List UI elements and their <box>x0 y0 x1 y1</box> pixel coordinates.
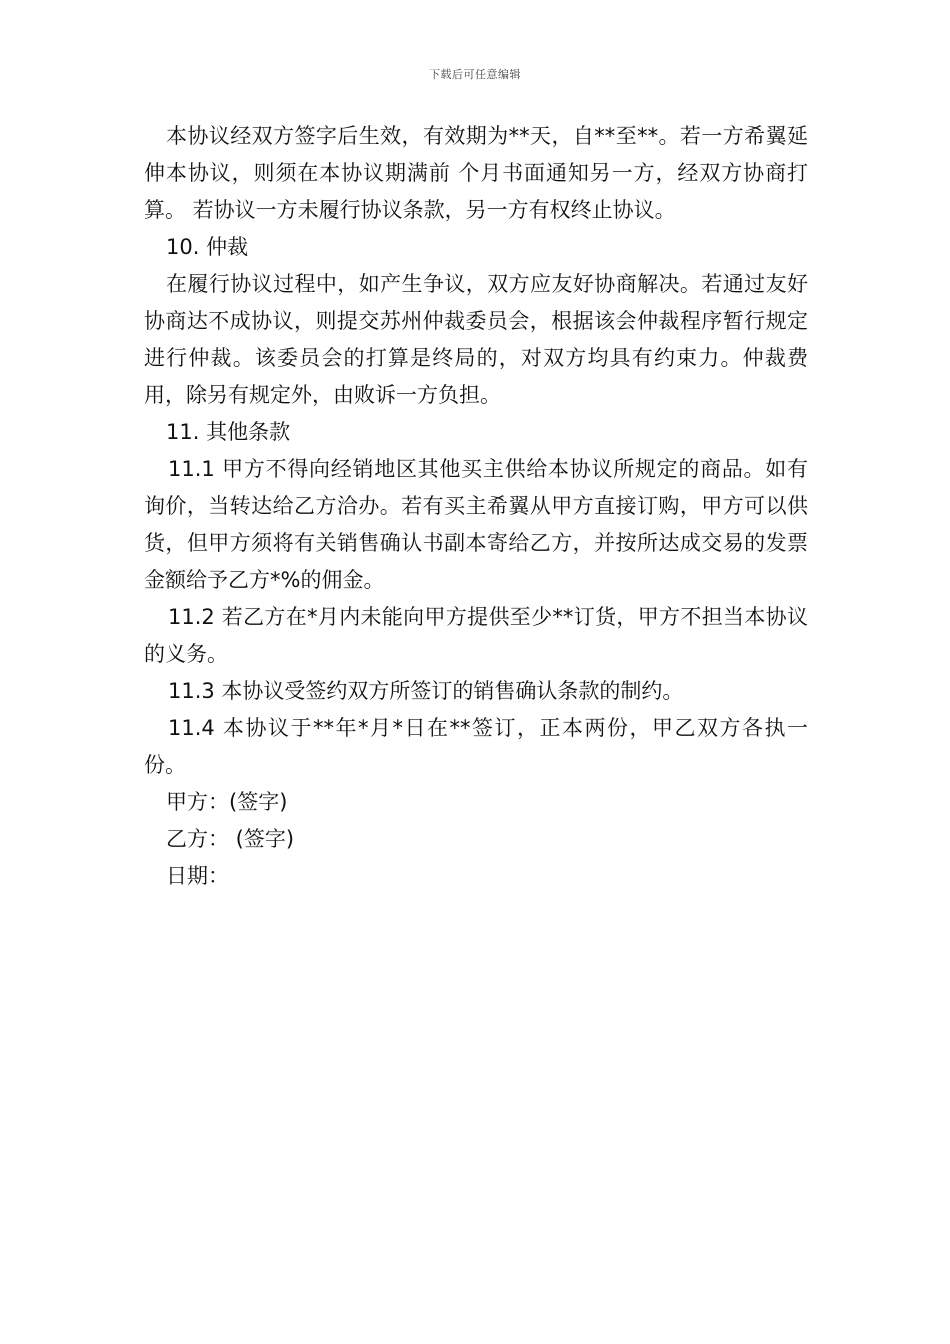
clause-11-3: 11.3 本协议受签约双方所签订的销售确认条款的制约。 <box>168 679 684 703</box>
page-header-note: 下载后可任意编辑 <box>429 68 521 81</box>
signature-party-b: 乙方： (签字) <box>166 827 295 851</box>
validity-paragraph: 本协议经双方签字后生效，有效期为**天，自**至**。若一方希翼延伸本协议，则须在本协议期满前 个月书面通知另一方，经双方协商打算。 若协议一方未履行协议条款，另一方有权终止协议。 <box>144 124 808 222</box>
signature-date: 日期： <box>166 864 229 888</box>
section-heading-arbitration: 10. 仲裁 <box>166 235 249 259</box>
signature-party-a: 甲方：(签字) <box>166 790 288 814</box>
clause-11-4: 11.4 本协议于**年*月*日在**签订，正本两份，甲乙双方各执一份。 <box>144 716 808 777</box>
clause-11-1: 11.1 甲方不得向经销地区其他买主供给本协议所规定的商品。如有询价，当转达给乙方洽办。若有买主希翼从甲方直接订购，甲方可以供货，但甲方须将有关销售确认书副本寄给乙方，并按所达成交易的发票金额给予乙方*%的佣金。 <box>144 457 808 592</box>
arbitration-paragraph: 在履行协议过程中，如产生争议，双方应友好协商解决。若通过友好协商达不成协议，则提交苏州仲裁委员会，根据该会仲裁程序暂行规定进行仲裁。该委员会的打算是终局的，对双方均具有约束力。仲裁费用，除另有规定外，由败诉一方负担。 <box>144 272 808 407</box>
section-heading-other-terms: 11. 其他条款 <box>166 420 291 444</box>
document-body <box>144 118 808 895</box>
clause-11-2: 11.2 若乙方在*月内未能向甲方提供至少**订货，甲方不担当本协议的义务。 <box>144 605 808 666</box>
